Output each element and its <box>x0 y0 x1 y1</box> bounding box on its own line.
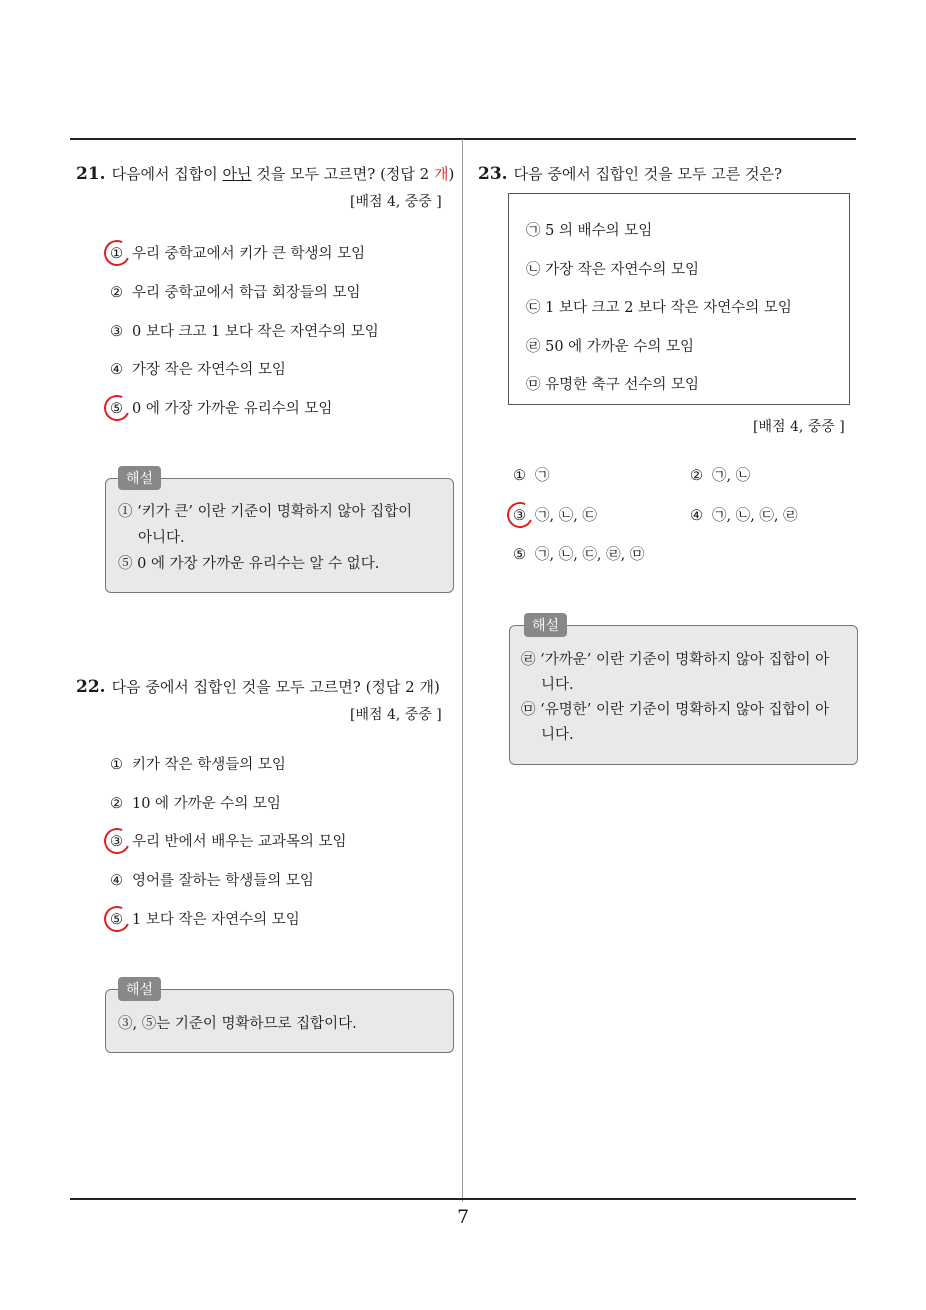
q23-option-3[interactable]: ③ ㉠, ㉡, ㉢ <box>513 508 597 524</box>
q21-explanation-tag: 해설 <box>118 466 161 490</box>
q23-explanation-box <box>509 625 858 765</box>
q21-option-4[interactable]: ④ 가장 작은 자연수의 모임 <box>110 362 286 378</box>
q23-box-item: ㉣ 50 에 가까운 수의 모임 <box>526 339 695 355</box>
q21-number: 21. <box>76 164 106 184</box>
q21-option-3[interactable]: ③ 0 보다 크고 1 보다 작은 자연수의 모임 <box>110 324 379 340</box>
q22-option-1[interactable]: ① 키가 작은 학생들의 모임 <box>110 757 286 773</box>
q22-option-3[interactable]: ③ 우리 반에서 배우는 교과목의 모임 <box>110 834 347 850</box>
top-rule <box>70 138 856 140</box>
q23-explanation-line: 니다. <box>541 727 574 743</box>
q22-explanation-tag: 해설 <box>118 977 161 1001</box>
q23-box-item: ㉤ 유명한 축구 선수의 모임 <box>526 377 700 393</box>
q21-option-2[interactable]: ② 우리 중학교에서 학급 회장들의 모임 <box>110 285 361 301</box>
q23-box-item: ㉢ 1 보다 크고 2 보다 작은 자연수의 모임 <box>526 300 792 316</box>
q23-condition-box <box>508 193 850 405</box>
q23-option-1[interactable]: ① ㉠ <box>513 468 550 484</box>
q23-option-2[interactable]: ② ㉠, ㉡ <box>690 468 751 484</box>
q23-explanation-tag: 해설 <box>524 613 567 637</box>
q22-option-5[interactable]: ⑤ 1 보다 작은 자연수의 모임 <box>110 912 300 928</box>
q23-option-4[interactable]: ④ ㉠, ㉡, ㉢, ㉣ <box>690 508 798 524</box>
q23-explanation-line: ㉣ ‘가까운’ 이란 기준이 명확하지 않아 집합이 아 <box>521 652 830 668</box>
q21-option-1[interactable]: ① 우리 중학교에서 키가 큰 학생의 모임 <box>110 246 366 262</box>
q22-option-4[interactable]: ④ 영어를 잘하는 학생들의 모임 <box>110 873 314 889</box>
q21-meta: [배점 4, 중중 ] <box>350 194 442 210</box>
bottom-rule <box>70 1198 856 1200</box>
q21-explanation-line: 아니다. <box>138 530 185 546</box>
q23-meta: [배점 4, 중중 ] <box>753 419 845 435</box>
q23-box-item: ㉠ 5 의 배수의 모임 <box>526 223 653 239</box>
q23-option-5[interactable]: ⑤ ㉠, ㉡, ㉢, ㉣, ㉤ <box>513 547 645 563</box>
q21-explanation-line: ⑤ 0 에 가장 가까운 유리수는 알 수 없다. <box>118 556 380 572</box>
q21-option-5[interactable]: ⑤ 0 에 가장 가까운 유리수의 모임 <box>110 401 333 417</box>
page-number: 7 <box>456 1206 470 1228</box>
q21-explanation-line: ① ‘키가 큰’ 이란 기준이 명확하지 않아 집합이 <box>118 504 413 520</box>
q22-explanation-line: ③, ⑤는 기준이 명확하므로 집합이다. <box>118 1016 357 1032</box>
column-divider <box>462 139 463 1202</box>
q22-number: 22. <box>76 677 106 697</box>
q23-box-item: ㉡ 가장 작은 자연수의 모임 <box>526 262 700 278</box>
q21-title: 21. 다음에서 집합이 아닌 것을 모두 고르면? (정답 2 개) <box>76 164 455 184</box>
q23-explanation-line: ㉤ ‘유명한’ 이란 기준이 명확하지 않아 집합이 아 <box>521 702 830 718</box>
q22-title: 22. 다음 중에서 집합인 것을 모두 고르면? (정답 2 개) <box>76 677 440 697</box>
q22-meta: [배점 4, 중중 ] <box>350 707 442 723</box>
q23-title: 23. 다음 중에서 집합인 것을 모두 고른 것은? <box>478 164 783 184</box>
q22-option-2[interactable]: ② 10 에 가까운 수의 모임 <box>110 796 281 812</box>
q23-explanation-line: 니다. <box>541 677 574 693</box>
q23-number: 23. <box>478 164 508 184</box>
